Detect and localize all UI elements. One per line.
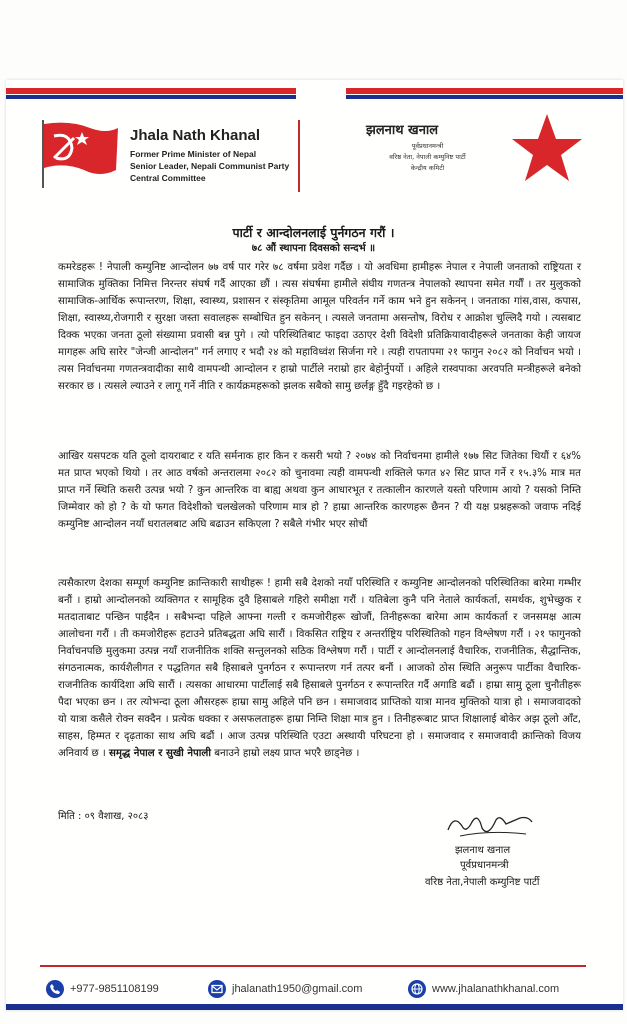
signature-icon xyxy=(440,808,540,844)
date-line: मिति : ०९ वैशाख, २०८३ xyxy=(58,811,149,822)
paragraph-3: त्यसैकारण देशका सम्पूर्ण कम्युनिष्ट क्रान्तिकारी साथीहरू ! हामी सबै देशको नयाँ परिस्थिति र कम्युनिष्ट आन्दोलनको परिस्थितिका बारेमा गम्भीर बनौं । हाम्रो आन्दोलनको व्यक्तिगत र सामूहिक दुवै हिसाबले गहिरो समीक्षा गरौं । यतिबेला कुनै पनि नेताले कार्यकर्ता, समर्थक, शुभेच्छुक र मतदाताबाट पन्छिन पाईंदैन । सबैभन्दा पहिले आफ्ना गल्ती र कमजोरीहरू खोजौं, तिनीहरूका बारेमा आम कार्यकर्ता र जनसमक्ष आत्म आलोचना गरौं । ती कमजोरीहरू हटाउने प्रतिबद्धता अघि सारौं । विकसित राष्ट्रिय र अन्तर्राष्ट्रिय परिस्थितिको गहन विश्लेषण गरौं । २१ फागुनको निर्वाचनपछि मुलुकमा उत्पन्न नयाँ राजनीतिक शक्ति सन्तुलनको सठिक विश्लेषण गरौं । पार्टी र आन्दोलनलाई वैचारिक, राजनीतिक, सैद्धान्तिक, संगठनात्मक, कार्यशैलीगत र पद्धतिगत सबै हिसाबले पुनर्गठन र रूपान्तरण गर्न तत्पर बनौं । आजको ठोस स्थिति अनुरूप पार्टीका वैचारिक-राजनीतिक कार्यदिशा अघि सारौं । त्यसका आधारमा पार्टीलाई सबै हिसाबले पुनर्गठन र रूपान्तरित गर्दै अगाडि बढौं । हाम्रा सामु ठूला चुनौतीहरू पैदा भएका छन । तर त्योभन्दा ठूला औसरहरू हाम्रा सामु अहिले पनि छन । समाजवाद प्राप्तिको यात्रा मानव मुक्तिको यात्रा हो । समाजवादको यो यात्रा कसैले रोक्न सक्दैन । प्रत्येक धक्का र असफलताहरू हाम्रा निम्ति शिक्षा मात्र हुन । तिनीहरूबाट प्राप्त शिक्षालाई बोकेर अझ ठूलो आँट, साहस, हिम्मत र दृढ़ताका साथ अघि बढौं । आज उत्पन्न परिस्थिति एउटा अस्थायी परिघटना हो । समाजवाद र समाजवादी क्रान्तिको विजय अनिवार्य छ । समृद्ध नेपाल र सुखी नेपाली बनाउने हाम्रो लक्ष्य प्राप्त भएरै छाड्नेछ । xyxy=(58,578,581,759)
contact-phone[interactable] xyxy=(46,980,159,998)
phone-icon xyxy=(46,980,64,998)
red-star-icon xyxy=(510,112,584,184)
letterhead-name-nepali: झलनाथ खनाल xyxy=(366,123,439,138)
signoff-role: वरिष्ठ नेता,नेपाली कम्युनिष्ट पार्टी xyxy=(425,877,540,888)
contact-email[interactable] xyxy=(208,980,362,998)
letterhead-name-english: Jhala Nath Khanal xyxy=(130,127,261,144)
signoff-title: पूर्वप्रधानमन्त्री xyxy=(460,860,509,871)
signoff-name: झलनाथ खनाल xyxy=(455,845,511,856)
paragraph-1: कमरेडहरू ! नेपाली कम्युनिष्ट आन्दोलन ७७ वर्ष पार गरेर ७८ वर्षमा प्रवेश गर्दैछ । यो अवधिमा हामीहरू नेपाल र नेपाली जनताको राष्ट्रियता र सामाजिक मुक्तिका निमित्त निरन्तर संघर्ष गर्दै आएका छौं । त्यस संघर्षमा हामीले संघीय गणतन्त्र नेपालको स्थापना समेत गर्यौं । तर मुलुकको सामाजिक-आर्थिक रूपान्तरण, शिक्षा, स्वास्थ्य, प्रशासन र संस्कृतिमा आमूल परिवर्तन गर्ने काम भने हुन सकेनन् । जनताका गांस,वास, कपास, शिक्षा, स्वास्थ्य,रोजगारी र सुरक्षा जस्ता सवालहरू सम्बोधित हुन सकेनन् । त्यसले जनतामा असन्तोष, विरोध र आक्रोश चुल्लिदै गयो । त्यसबाट दिक्क भएका जनता ठूलो संख्यामा प्रवासी बन्न पुगे । त्यो परिस्थितिबाट फाइदा उठाएर देशी विदेशी प्रतिक्रियावादीहरूले जनताका केही जायज मागहरू अघि सारेर "जेन्जी आन्दोलन" गर्न लगाए र भदौ २४ को महाविध्वंश सिर्जना गरे । त्यही रापतापमा २१ फागुन २०८२ को निर्वाचन भयो । त्यस निर्वाचनमा गणतन्त्रवादीका साथै वामपन्थी आन्दोलन र हाम्रो पार्टीले नराम्रो हार बेहोर्नुपर्यो । अहिले रास्वपाका अरवपति मन्त्रीहरूले बनेको सरकार छ । त्यसले ल्याउने र लागू गर्ने नीति र कार्यक्रमहरूको झलक सबैको सामु छर्लङ्ग हुँदै गइरहेको छ । xyxy=(58,262,581,392)
letterhead-subtitle-english: Former Prime Minister of Nepal Senior Leader, Nepali Communist Party Central Committee xyxy=(130,149,290,183)
email-icon xyxy=(208,980,226,998)
document-title: पार्टी र आन्दोलनलाई पुर्नगठन गरौं । xyxy=(232,225,395,240)
email-text: jhalanath1950@gmail.com xyxy=(232,983,363,995)
contact-website[interactable] xyxy=(408,980,559,998)
party-flag-icon xyxy=(40,118,120,190)
letterhead-subtitle-nepali: पूर्वप्रधानमन्त्री वरिष्ठ नेता, नेपाली कम्युनिष्ट पार्टी केन्द्रीय कमिटी xyxy=(389,142,466,172)
document-subtitle: ७८ औं स्थापना दिवसको सन्दर्भ ॥ xyxy=(251,243,376,254)
top-color-band xyxy=(6,88,623,102)
phone-text: +977-9851108199 xyxy=(70,983,159,995)
bottom-color-band xyxy=(6,1004,623,1010)
footer-divider xyxy=(40,965,586,967)
website-text: www.jhalanathkhanal.com xyxy=(432,983,560,995)
paragraph-2: आखिर यसपटक यति ठूलो दायराबाट र यति सर्मनाक हार किन र कसरी भयो ? २०७४ को निर्वाचनमा हामीले १७७ सिट जितेका थियौं र ६४% मत प्राप्त भएको थियो । तर आठ वर्षको अन्तरालमा २०८२ को चुनावमा त्यही वामपन्थी शक्तिले फगत ४२ सिट प्राप्त गर्ने र १५.३% मात्र मत प्राप्त गर्ने स्थिति कसरी उत्पन्न भयो ? कुन आन्तरिक वा बाह्य अथवा कुन आधारभूत र तत्कालीन कारणले यस्तो परिणाम आयो ? यसको निम्ति जिम्मेवार को हो ? के यो फगत विदेशीको चलखेलको परिणाम मात्र हो ? हाम्रा आन्तरिक कारणहरू छैनन ? यी यक्ष प्रश्नहरूको जवाफ नदिई कम्युनिष्ट आन्दोलन नयाँ धरातलबाट अघि बढाउन सकिएला ? सबैले गंभीर भएर सोचौं xyxy=(58,451,581,530)
letterhead-divider xyxy=(298,120,300,192)
globe-icon xyxy=(408,980,426,998)
letter-page xyxy=(6,80,623,1010)
